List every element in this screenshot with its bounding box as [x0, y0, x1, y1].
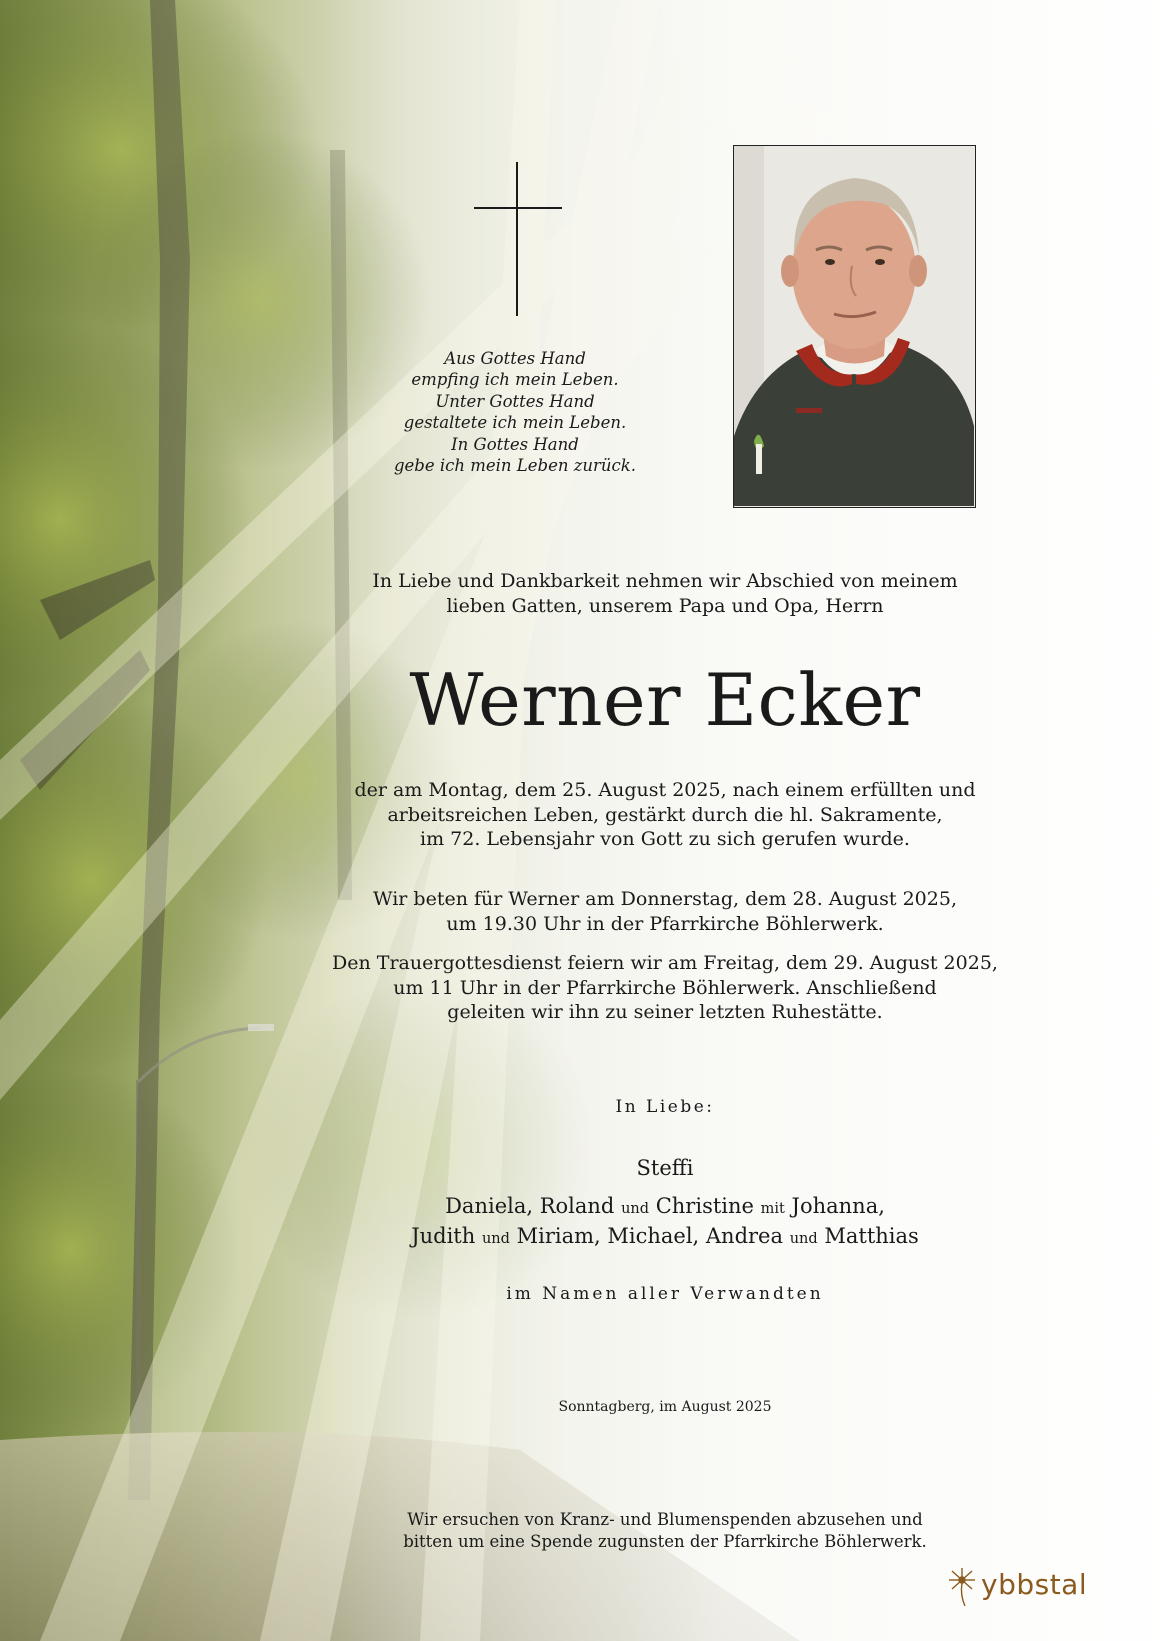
conjunction: und [481, 1231, 510, 1247]
death-line: arbeitsreichen Leben, gestärkt durch die hl. Sakramente, [387, 803, 943, 826]
in-love-label: In Liebe: [615, 1097, 715, 1117]
place-date: Sonntagberg, im August 2025 [558, 1399, 772, 1415]
death-line: der am Montag, dem 25. August 2025, nach einem erfüllten und [354, 779, 976, 801]
death-paragraph [330, 778, 1000, 852]
cross-icon [474, 162, 562, 316]
request-line: bitten um eine Spende zugunsten der Pfarrkirche Böhlerwerk. [403, 1531, 927, 1551]
request-line: Wir ersuchen von Kranz- und Blumenspenden abzusehen und [407, 1510, 923, 1529]
conjunction: und [621, 1201, 650, 1217]
mourner-family [330, 1193, 1000, 1253]
mourner-names: Daniela, Roland [445, 1194, 615, 1218]
verse-line: gestaltete ich mein Leben. [403, 413, 627, 433]
mourner-spouse: Steffi [636, 1156, 694, 1180]
mourner-names: Judith [411, 1224, 476, 1248]
portrait-illustration [734, 146, 974, 506]
service-line: geleiten wir ihn zu seiner letzten Ruhestätte. [447, 1001, 883, 1023]
intro-text [330, 569, 1000, 619]
donation-request [330, 1509, 1000, 1552]
mourner-names: Matthias [824, 1224, 919, 1248]
service-line: um 11 Uhr in der Pfarrkirche Böhlerwerk. Anschließend [393, 976, 937, 999]
conjunction: und [789, 1231, 818, 1247]
intro-line: In Liebe und Dankbarkeit nehmen wir Abschied von meinem [372, 570, 958, 592]
mourner-names: Johanna, [791, 1194, 885, 1218]
prayer-line: um 19.30 Uhr in der Pfarrkirche Böhlerwerk. [446, 912, 884, 935]
relatives-text: im Namen aller Verwandten [506, 1284, 824, 1304]
mourner-names: Christine [655, 1194, 754, 1218]
mourner-line [330, 1193, 1000, 1223]
bible-verse [360, 348, 670, 476]
verse-line: Unter Gottes Hand [435, 391, 595, 411]
portrait-photo [733, 145, 976, 508]
verse-line: gebe ich mein Leben zurück. [393, 456, 637, 476]
service-paragraph [330, 951, 1000, 1025]
dandelion-icon [947, 1565, 981, 1607]
intro-line: lieben Gatten, unserem Papa und Opa, Herrn [446, 595, 884, 617]
service-line: Den Trauergottesdienst feiern wir am Freitag, dem 29. August 2025, [332, 952, 998, 974]
prayer-line: Wir beten für Werner am Donnerstag, dem 28. August 2025, [373, 888, 957, 910]
logo-text: ybbstal [981, 1568, 1088, 1601]
conjunction: mit [760, 1201, 785, 1217]
deceased-name: Werner Ecker [409, 658, 921, 742]
verse-line: In Gottes Hand [451, 434, 579, 454]
prayer-paragraph [330, 887, 1000, 936]
mourner-line [330, 1223, 1000, 1253]
ybbstal-logo [947, 1565, 1092, 1609]
verse-line: empfing ich mein Leben. [411, 370, 619, 390]
mourner-names: Miriam, Michael, Andrea [516, 1224, 784, 1248]
verse-line: Aus Gottes Hand [444, 349, 586, 368]
death-line: im 72. Lebensjahr von Gott zu sich gerufen wurde. [420, 828, 910, 850]
